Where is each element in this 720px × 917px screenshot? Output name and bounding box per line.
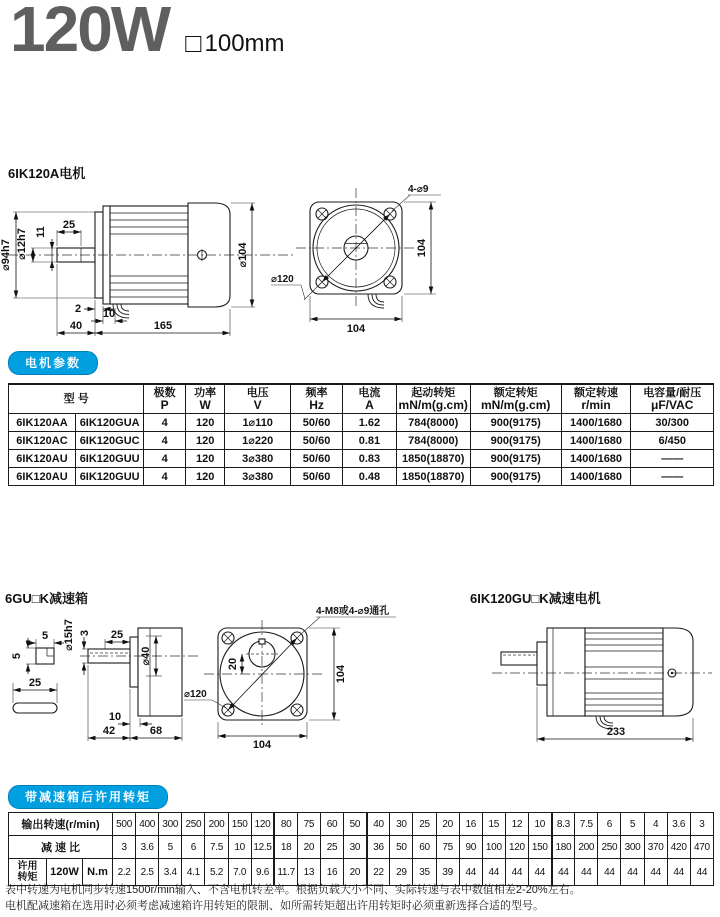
dim-gb-pitch-dia: ⌀120 (184, 689, 207, 700)
torque-cell: 44 (667, 859, 690, 886)
output-speed-label: 输出转速(r/min) (9, 813, 113, 836)
torque-cell: 22 (367, 859, 390, 886)
dim-gb-shaft-len: 42 (102, 725, 116, 737)
params-row (9, 432, 714, 450)
dim-front-width: 104 (346, 323, 366, 335)
allowable-torque-table (8, 812, 714, 886)
dim-gb-body-len: 68 (149, 725, 163, 737)
params-row (9, 414, 714, 432)
speed-cell: 200 (205, 813, 228, 836)
col-power-unit: W (199, 398, 211, 412)
col-current-cn: 电流 (358, 387, 381, 399)
torque-cell: 5.2 (205, 859, 228, 886)
params-header-row (9, 384, 714, 414)
dim-gb-tip: 3 (79, 629, 91, 637)
col-voltage-unit: V (253, 398, 262, 412)
speed-cell: 20 (436, 813, 459, 836)
torque-cell: 39 (436, 859, 459, 886)
torque-cell: 4.1 (182, 859, 205, 886)
param-cell: 784(8000) (396, 432, 470, 450)
torque-cell: 44 (598, 859, 621, 886)
torque-cell: 44 (644, 859, 667, 886)
ratio-cell: 6 (182, 836, 205, 859)
torque-cell: 44 (505, 859, 528, 886)
col-current-unit: A (365, 398, 374, 412)
dim-gb-shaft-dia: ⌀15h7 (63, 619, 75, 651)
dim-gb-key-len: 25 (110, 629, 124, 641)
param-cell: 6IK120GUC (75, 432, 143, 450)
gearbox-drawing-label: 6GU□K减速箱 (5, 591, 88, 606)
torque-cell: 7.0 (228, 859, 251, 886)
speed-cell: 7.5 (575, 813, 598, 836)
square-frame-icon: □ (185, 28, 202, 58)
ratio-cell: 300 (621, 836, 644, 859)
dim-key-width: 11 (35, 226, 47, 238)
ratio-cell: 90 (459, 836, 482, 859)
param-cell: 3⌀380 (225, 468, 291, 486)
ratio-cell: 30 (344, 836, 367, 859)
param-cell: 120 (185, 414, 224, 432)
ratio-cell: 5 (159, 836, 182, 859)
torque-table-wrap (8, 812, 714, 886)
ratio-cell: 12.5 (251, 836, 274, 859)
frame-size (185, 27, 284, 58)
param-cell: 900(9175) (470, 468, 561, 486)
torque-cell: 3.4 (159, 859, 182, 886)
param-cell: —— (631, 450, 714, 468)
dim-pitch-dia: ⌀120 (271, 274, 294, 285)
gearbox-side-view (63, 619, 198, 741)
col-capacitance-cn: 电容量/耐压 (643, 387, 702, 399)
ratio-cell: 25 (321, 836, 344, 859)
ratio-cell: 250 (598, 836, 621, 859)
dim-gm-total-len: 233 (606, 726, 626, 738)
param-cell: 4 (144, 450, 186, 468)
speed-cell: 3.6 (667, 813, 690, 836)
col-model: 型 号 (9, 384, 144, 414)
torque-label-line2: 转矩 (17, 872, 38, 883)
speed-cell: 500 (113, 813, 136, 836)
page-title: 120W (10, 0, 170, 65)
param-cell: 30/300 (631, 414, 714, 432)
param-cell: 4 (144, 432, 186, 450)
torque-cell: 44 (528, 859, 551, 886)
param-cell: 1⌀220 (225, 432, 291, 450)
col-rated-torque-cn: 额定转矩 (493, 387, 538, 399)
dim-corner-holes: 4-⌀9 (408, 184, 429, 195)
ratio-cell: 120 (505, 836, 528, 859)
motor-technical-drawing (0, 180, 720, 352)
torque-label-line1: 许用 (17, 861, 38, 872)
param-cell: 1400/1680 (561, 414, 631, 432)
ratio-cell: 370 (644, 836, 667, 859)
param-cell: 1850(18870) (396, 468, 470, 486)
param-cell: 0.81 (343, 432, 397, 450)
torque-cell: 44 (690, 859, 713, 886)
param-cell: 6IK120AA (9, 414, 76, 432)
param-cell: 0.48 (343, 468, 397, 486)
gearmotor-drawing-label: 6IK120GU□K减速电机 (470, 591, 601, 606)
col-poles-unit: P (160, 398, 169, 412)
col-starting-torque-cn: 起动转矩 (411, 387, 456, 399)
params-row (9, 450, 714, 468)
param-cell: 1.62 (343, 414, 397, 432)
col-rated-torque-unit: mN/m(g.cm) (481, 398, 551, 412)
col-poles-cn: 极数 (153, 387, 176, 399)
dim-gb-corner-holes: 4-M8或4-⌀9通孔 (316, 606, 390, 617)
torque-cell: 44 (621, 859, 644, 886)
param-cell: 1400/1680 (561, 468, 631, 486)
output-speed-row (9, 813, 714, 836)
param-cell: 6IK120AC (9, 432, 76, 450)
param-cell: 6IK120AU (9, 450, 76, 468)
param-cell: 1850(18870) (396, 450, 470, 468)
speed-cell: 16 (459, 813, 482, 836)
col-capacitance (631, 384, 714, 414)
ratio-cell: 18 (274, 836, 297, 859)
torque-cell: 44 (459, 859, 482, 886)
speed-cell: 80 (274, 813, 297, 836)
ratio-cell: 420 (667, 836, 690, 859)
dim-gb-wire: 10 (108, 711, 122, 723)
param-cell: 1400/1680 (561, 450, 631, 468)
dim-key-h: 5 (11, 652, 23, 660)
ratio-cell: 60 (413, 836, 436, 859)
param-cell: 120 (185, 450, 224, 468)
col-voltage (225, 384, 291, 414)
col-rated-speed-cn: 额定转速 (574, 387, 619, 399)
param-cell: 50/60 (290, 414, 342, 432)
dim-shaft-dia: ⌀12h7 (16, 228, 28, 260)
key-detail-drawing (11, 630, 64, 713)
col-rated-torque (470, 384, 561, 414)
ratio-cell: 470 (690, 836, 713, 859)
col-power-cn: 功率 (194, 387, 217, 399)
dim-key-w: 5 (41, 630, 49, 642)
param-cell: 6/450 (631, 432, 714, 450)
footnote-line1: 表中转速为电机同步转速1500r/min输入、不含电机转差率。根据负载大小不同、实际转速与表中数值相差2-20%左右。 (5, 884, 581, 896)
ratio-cell: 20 (297, 836, 320, 859)
param-cell: 3⌀380 (225, 450, 291, 468)
ratio-cell: 36 (367, 836, 390, 859)
torque-cell: 44 (482, 859, 505, 886)
dim-plate: 2 (74, 303, 82, 315)
ratio-cell: 150 (528, 836, 551, 859)
dim-shaft-length: 40 (69, 320, 83, 332)
param-cell: 50/60 (290, 432, 342, 450)
param-cell: 1400/1680 (561, 432, 631, 450)
col-poles (144, 384, 186, 414)
torque-cell: 20 (344, 859, 367, 886)
col-frequency-cn: 频率 (305, 387, 328, 399)
motor-side-view (0, 203, 296, 336)
gearbox-front-view (184, 604, 396, 751)
dim-key-len: 25 (28, 677, 42, 689)
param-cell: 120 (185, 432, 224, 450)
torque-cell: 11.7 (274, 859, 297, 886)
speed-cell: 12 (505, 813, 528, 836)
speed-cell: 50 (344, 813, 367, 836)
ratio-cell: 200 (575, 836, 598, 859)
speed-cell: 10 (528, 813, 551, 836)
torque-cell: 35 (413, 859, 436, 886)
torque-cell: 9.6 (251, 859, 274, 886)
torque-cell: 2.5 (136, 859, 159, 886)
param-cell: 784(8000) (396, 414, 470, 432)
ratio-label: 减 速 比 (9, 836, 113, 859)
speed-cell: 60 (321, 813, 344, 836)
dim-key-length: 25 (62, 219, 76, 231)
speed-cell: 400 (136, 813, 159, 836)
dim-housing-dia: ⌀104 (237, 242, 249, 268)
col-starting-torque-unit: mN/m(g.cm) (398, 398, 468, 412)
param-cell: 900(9175) (470, 414, 561, 432)
param-cell: 900(9175) (470, 450, 561, 468)
param-cell: 900(9175) (470, 432, 561, 450)
speed-cell: 75 (297, 813, 320, 836)
ratio-cell: 10 (228, 836, 251, 859)
ratio-cell: 50 (390, 836, 413, 859)
col-voltage-cn: 电压 (246, 387, 269, 399)
ratio-cell: 7.5 (205, 836, 228, 859)
param-cell: 4 (144, 468, 186, 486)
col-current (343, 384, 397, 414)
param-cell: 6IK120GUU (75, 468, 143, 486)
torque-unit-label: N.m (83, 859, 113, 886)
torque-power-label: 120W (47, 859, 83, 886)
param-cell: 4 (144, 414, 186, 432)
col-frequency-unit: Hz (309, 398, 324, 412)
frame-size-value: 100mm (204, 30, 285, 57)
torque-cell: 16 (321, 859, 344, 886)
param-cell: 50/60 (290, 468, 342, 486)
torque-badge: 带减速箱后许用转矩 (8, 785, 168, 809)
speed-cell: 4 (644, 813, 667, 836)
param-cell: 1⌀110 (225, 414, 291, 432)
speed-cell: 30 (390, 813, 413, 836)
ratio-row (9, 836, 714, 859)
torque-cell: 2.2 (113, 859, 136, 886)
gearmotor-side-view (492, 628, 712, 742)
dim-gb-boss-dia: ⌀40 (140, 646, 152, 666)
speed-cell: 120 (251, 813, 274, 836)
speed-cell: 25 (413, 813, 436, 836)
dim-body-length: 165 (153, 320, 173, 332)
col-rated-speed-unit: r/min (581, 398, 611, 412)
speed-cell: 3 (690, 813, 713, 836)
ratio-cell: 180 (552, 836, 575, 859)
speed-cell: 150 (228, 813, 251, 836)
dim-gb-offset: 20 (227, 657, 239, 671)
motor-front-view (271, 184, 441, 335)
torque-cell: 44 (552, 859, 575, 886)
col-power (185, 384, 224, 414)
speed-cell: 40 (367, 813, 390, 836)
speed-cell: 300 (159, 813, 182, 836)
speed-cell: 15 (482, 813, 505, 836)
dim-gb-front-height: 104 (335, 664, 347, 684)
ratio-cell: 3.6 (136, 836, 159, 859)
param-cell: 50/60 (290, 450, 342, 468)
torque-cell: 44 (575, 859, 598, 886)
dim-pilot-dia: ⌀94h7 (0, 239, 12, 271)
param-cell: 6IK120GUU (75, 450, 143, 468)
motor-drawing-label: 6IK120A电机 (8, 166, 86, 181)
params-table-wrap (8, 383, 714, 486)
gearbox-technical-drawing (0, 595, 720, 765)
params-row (9, 468, 714, 486)
footnote-line2: 电机配减速箱在选用时必须考虑减速箱许用转矩的限制、如所需转矩超出许用转矩时必须重新选择合适的型号。 (5, 900, 544, 912)
col-capacitance-unit: μF/VAC (650, 398, 694, 412)
dim-gb-front-width: 104 (252, 739, 272, 751)
torque-cell: 13 (297, 859, 320, 886)
motor-params-table (8, 383, 714, 486)
params-badge: 电机参数 (8, 351, 98, 375)
page-header (10, 0, 285, 64)
param-cell: 6IK120GUA (75, 414, 143, 432)
speed-cell: 8.3 (552, 813, 575, 836)
col-starting-torque (396, 384, 470, 414)
col-rated-speed (561, 384, 631, 414)
col-frequency (290, 384, 342, 414)
speed-cell: 250 (182, 813, 205, 836)
dim-front-height: 104 (416, 238, 428, 258)
torque-cell: 29 (390, 859, 413, 886)
speed-cell: 6 (598, 813, 621, 836)
param-cell: 0.83 (343, 450, 397, 468)
ratio-cell: 3 (113, 836, 136, 859)
footnotes (5, 882, 717, 914)
param-cell: —— (631, 468, 714, 486)
ratio-cell: 75 (436, 836, 459, 859)
dim-wire: 10 (102, 308, 116, 320)
ratio-cell: 100 (482, 836, 505, 859)
param-cell: 120 (185, 468, 224, 486)
param-cell: 6IK120AU (9, 468, 76, 486)
speed-cell: 5 (621, 813, 644, 836)
